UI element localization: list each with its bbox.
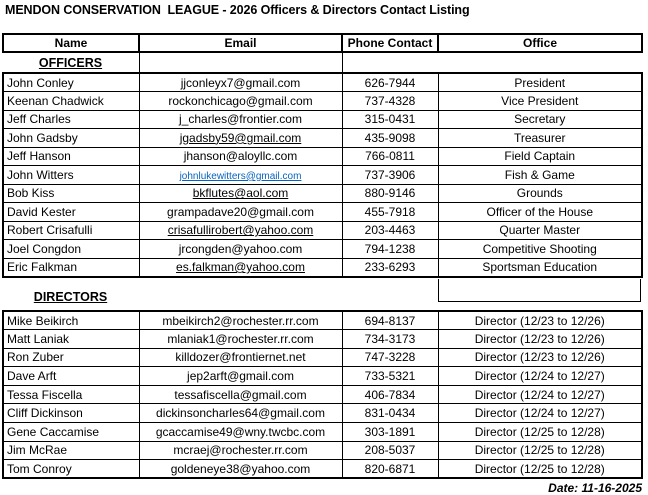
cell-office: Director (12/23 to 12/26) — [438, 311, 642, 330]
table-row — [3, 404, 642, 423]
table-row — [3, 258, 642, 277]
cell-name: Jeff Hanson — [3, 147, 139, 166]
table-row — [3, 184, 642, 203]
cell-email — [139, 166, 342, 185]
email-text: jhanson@aloyllc.com — [183, 149, 298, 164]
officers-row-email-cell — [140, 53, 343, 72]
table-row — [3, 166, 642, 185]
cell-office: Competitive Shooting — [438, 240, 642, 259]
cell-office: Director (12/25 to 12/28) — [438, 423, 642, 442]
table-row — [3, 92, 642, 111]
email-text: mbeikirch2@rochester.rr.com — [162, 313, 319, 328]
header-row — [3, 34, 642, 52]
column-header-phone: Phone Contact — [342, 34, 438, 52]
column-header-office: Office — [438, 34, 642, 52]
cell-office: Field Captain — [438, 147, 642, 166]
table-row — [3, 441, 642, 460]
empty-office-cell — [438, 279, 641, 302]
cell-email — [139, 110, 342, 129]
table-row — [3, 147, 642, 166]
cell-phone: 747-3228 — [342, 348, 438, 367]
cell-name: Eric Falkman — [3, 258, 139, 277]
table-row — [3, 460, 642, 479]
cell-name: Tom Conroy — [3, 460, 139, 479]
cell-email — [139, 129, 342, 148]
cell-phone: 406-7834 — [342, 385, 438, 404]
cell-office: Sportsman Education — [438, 258, 642, 277]
cell-office: Director (12/23 to 12/26) — [438, 348, 642, 367]
email-text: crisafullirobert@yahoo.com — [167, 223, 314, 238]
cell-email — [139, 385, 342, 404]
table-row — [3, 423, 642, 442]
cell-name: Matt Laniak — [3, 330, 139, 349]
cell-office: Vice President — [438, 92, 642, 111]
cell-name: Gene Caccamise — [3, 423, 139, 442]
cell-phone: 233-6293 — [342, 258, 438, 277]
cell-phone: 766-0811 — [342, 147, 438, 166]
cell-name: Tessa Fiscella — [3, 385, 139, 404]
email-text: gcaccamise49@wny.twcbc.com — [155, 424, 326, 439]
cell-email — [139, 311, 342, 330]
email-link[interactable]: johnlukewitters@gmail.com — [179, 170, 302, 182]
cell-office: Director (12/24 to 12/27) — [438, 404, 642, 423]
table-row — [3, 129, 642, 148]
email-text: mcraej@rochester.rr.com — [173, 443, 308, 458]
email-text: jep2arft@gmail.com — [187, 369, 294, 384]
cell-phone: 734-3173 — [342, 330, 438, 349]
cell-phone: 880-9146 — [342, 184, 438, 203]
cell-email — [139, 404, 342, 423]
cell-email — [139, 73, 342, 92]
cell-name: John Conley — [3, 73, 139, 92]
cell-email — [139, 460, 342, 479]
cell-email — [139, 348, 342, 367]
table-row — [3, 110, 642, 129]
cell-phone: 794-1238 — [342, 240, 438, 259]
cell-name: Bob Kiss — [3, 184, 139, 203]
email-text: jgadsby59@gmail.com — [179, 130, 302, 145]
cell-phone: 303-1891 — [342, 423, 438, 442]
cell-name: Mike Beikirch — [3, 311, 139, 330]
cell-email — [139, 441, 342, 460]
cell-phone: 626-7944 — [342, 73, 438, 92]
officers-section-cell — [2, 53, 140, 72]
email-text: dickinsoncharles64@gmail.com — [156, 406, 325, 421]
cell-phone: 831-0434 — [342, 404, 438, 423]
table-header — [2, 33, 643, 53]
cell-email — [139, 258, 342, 277]
email-text: mlaniak1@rochester.rr.com — [167, 331, 314, 346]
email-text: killdozer@frontiernet.net — [175, 350, 306, 365]
cell-office: Fish & Game — [438, 166, 642, 185]
table-row — [3, 311, 642, 330]
cell-name: Keenan Chadwick — [3, 92, 139, 111]
cell-name: Ron Zuber — [3, 348, 139, 367]
email-text: es.falkman@yahoo.com — [176, 260, 305, 274]
cell-name: John Witters — [3, 166, 139, 185]
table-row — [3, 240, 642, 259]
column-header-name: Name — [3, 34, 139, 52]
officers-section-label: OFFICERS — [38, 55, 103, 70]
cell-email — [139, 240, 342, 259]
cell-phone: 435-9098 — [342, 129, 438, 148]
email-text: j_charles@frontier.com — [179, 112, 302, 127]
cell-name: Dave Arft — [3, 367, 139, 386]
cell-phone: 733-5321 — [342, 367, 438, 386]
cell-office: Director (12/24 to 12/27) — [438, 367, 642, 386]
cell-phone: 208-5037 — [342, 441, 438, 460]
page-title: MENDON CONSERVATION LEAGUE - 2026 Officers & Directors Contact Listing — [5, 3, 470, 17]
cell-name: Robert Crisafulli — [3, 221, 139, 240]
table-row — [3, 385, 642, 404]
cell-phone: 203-4463 — [342, 221, 438, 240]
cell-name: Jeff Charles — [3, 110, 139, 129]
table-row — [3, 73, 642, 92]
cell-name: Joel Congdon — [3, 240, 139, 259]
cell-email — [139, 184, 342, 203]
officers-section-row — [2, 53, 343, 72]
cell-office: Quarter Master — [438, 221, 642, 240]
cell-office: Officer of the House — [438, 203, 642, 222]
table-row — [3, 367, 642, 386]
cell-phone: 694-8137 — [342, 311, 438, 330]
table-row — [3, 330, 642, 349]
cell-office: Treasurer — [438, 129, 642, 148]
cell-phone: 315-0431 — [342, 110, 438, 129]
date-footer: Date: 11-16-2025 — [548, 481, 642, 495]
table-row — [3, 348, 642, 367]
cell-office: Secretary — [438, 110, 642, 129]
cell-email — [139, 203, 342, 222]
email-text: jrcongden@yahoo.com — [178, 241, 303, 256]
cell-email — [139, 147, 342, 166]
cell-email — [139, 423, 342, 442]
email-text: rockonchicago@gmail.com — [168, 93, 313, 108]
email-text: jjconleyx7@gmail.com — [180, 75, 301, 90]
cell-email — [139, 367, 342, 386]
directors-section-label: DIRECTORS — [33, 290, 108, 304]
email-text: goldeneye38@yahoo.com — [170, 461, 311, 476]
cell-office: Director (12/24 to 12/27) — [438, 385, 642, 404]
email-text: grampadave20@gmail.com — [167, 204, 314, 219]
cell-phone: 820-6871 — [342, 460, 438, 479]
email-text: bkflutes@aol.com — [192, 186, 289, 201]
cell-name: David Kester — [3, 203, 139, 222]
cell-office: Director (12/25 to 12/28) — [438, 441, 642, 460]
cell-email — [139, 92, 342, 111]
cell-office: Director (12/23 to 12/26) — [438, 330, 642, 349]
table-row — [3, 203, 642, 222]
cell-email — [139, 221, 342, 240]
cell-office: President — [438, 73, 642, 92]
directors-table — [2, 310, 643, 479]
directors-section-cell — [2, 288, 139, 306]
table-row — [3, 221, 642, 240]
cell-email — [139, 330, 342, 349]
cell-name: Jim McRae — [3, 441, 139, 460]
email-text: tessafiscella@gmail.com — [174, 387, 307, 402]
column-header-email: Email — [139, 34, 342, 52]
cell-phone: 737-4328 — [342, 92, 438, 111]
cell-phone: 737-3906 — [342, 166, 438, 185]
cell-office: Director (12/25 to 12/28) — [438, 460, 642, 479]
cell-name: Cliff Dickinson — [3, 404, 139, 423]
cell-name: John Gadsby — [3, 129, 139, 148]
cell-office: Grounds — [438, 184, 642, 203]
cell-phone: 455-7918 — [342, 203, 438, 222]
officers-table — [2, 72, 643, 278]
